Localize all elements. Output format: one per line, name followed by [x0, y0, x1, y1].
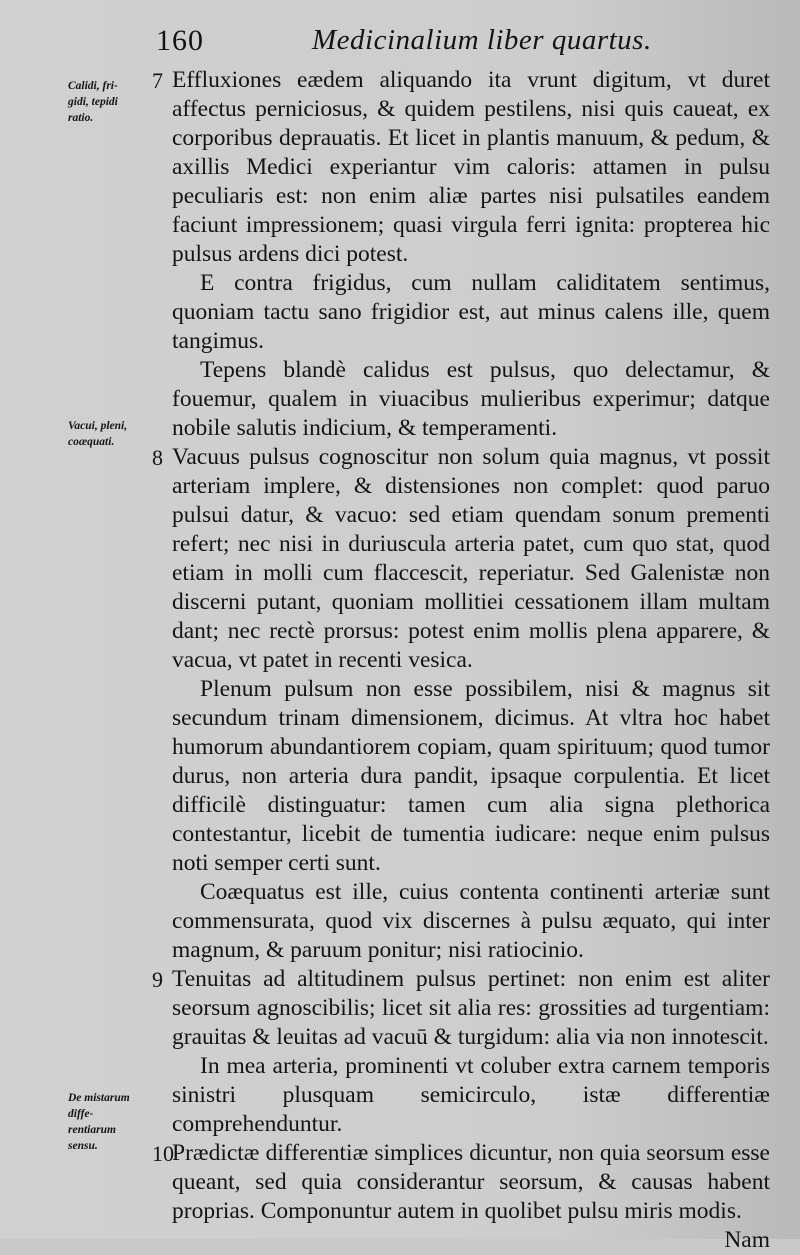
page-header: [0, 24, 800, 64]
paragraph-text: Vacuus pulsus cognoscitur non solum quia magnus, vt possit arteriam implere, & distensiones non complet: quod paruo pulsui datur, & vacuo: sed etiam quendam sonum prementi refert; nec nisi in duriuscula arteria patet, cum quo stat, quod etiam in molli cum flaccescit, reperiatur. Sed Galenistæ non discerni putant, quoniam mollitiei cessationem illam multam dant; nec rectè prorsus: potest enim mollis plena apparere, & vacua, vt patet in recenti vesica.: [172, 444, 770, 673]
paragraph-text: Effluxiones eædem aliquando ita vrunt digitum, vt duret affectus perniciosus, & quidem pestilens, nisi quis caueat, ex corporibus deprauatis. Et licet in plantis manuum, & pedum, & axillis Medici experiantur vim caloris: attamen in pulsu peculiaris est: non enim aliæ partes nisi pulsatiles eandem faciunt impressionem; quasi virgula ferri ignita: propterea hic pulsus ardens dici potest.: [172, 67, 770, 267]
margin-note-calidi: Calidi, fri- gidi, tepidi ratio.: [68, 80, 118, 124]
paragraph-8: [152, 443, 770, 675]
paragraph-text: In mea arteria, prominenti vt coluber extra carnem temporis sinistri plusquam semicirculo, istæ differentiæ comprehenduntur.: [172, 1053, 770, 1137]
paragraph-frigidus: [172, 269, 770, 356]
section-number: 8: [152, 445, 163, 470]
margin-note-vacui: Vacui, pleni, coæquati.: [68, 420, 128, 448]
paragraph-text: Coæquatus est ille, cuius contenta continenti arteriæ sunt commensurata, quod vix discernes à pulsu æquato, qui inter magnum, & paruum ponitur; nisi ratiocinio.: [172, 879, 770, 963]
paragraph-7: [152, 66, 770, 269]
section-number: 9: [152, 967, 163, 992]
paragraph-tepens: [172, 356, 770, 443]
catchword-line: [172, 1226, 770, 1255]
running-title: Medicinalium liber quartus.: [312, 24, 652, 56]
section-number: 10: [152, 1141, 174, 1166]
main-text: [152, 66, 770, 1255]
paragraph-in-mea: [172, 1052, 770, 1139]
page-number: 160: [156, 24, 204, 57]
paragraph-text: Tenuitas ad altitudinem pulsus pertinet: non enim est aliter seorsum agnoscibilis; licet sit alia res: grossities ad turgentiam: grauitas & leuitas ad vacuū & turgidum: alia via non innotescit.: [172, 966, 770, 1050]
paragraph-9: [152, 965, 770, 1052]
paragraph-text: Tepens blandè calidus est pulsus, quo delectamur, & fouemur, qualem in viuacibus mulieribus experimur; datque nobile salutis indicium, & temperamenti.: [172, 357, 770, 441]
section-number: 7: [152, 68, 163, 93]
paragraph-plenum: [172, 675, 770, 878]
paragraph-coaequatus: [172, 878, 770, 965]
paragraph-text: E contra frigidus, cum nullam caliditatem sentimus, quoniam tactu sano frigidior est, aut minus calens ille, quem tangimus.: [172, 270, 770, 354]
paragraph-text: Prædictæ differentiæ simplices dicuntur, non quia seorsum esse queant, sed quia considerantur seorsum, & causas habent proprias. Componuntur autem in quolibet pulsu miris modis.: [172, 1140, 770, 1224]
paragraph-10: [152, 1139, 770, 1226]
paragraph-text: Plenum pulsum non esse possibilem, nisi & magnus sit secundum trinam dimensionem, dicimus. At vltra hoc habet humorum abundantiorem copiam, quam spirituum; quod tumor durus, non arteria dura pandit, ipsaque corpulentia. Et licet difficilè distinguatur: tamen cum alia signa plethorica contestantur, licebit de tumentia iudicare: neque enim pulsus noti semper certi sunt.: [172, 676, 770, 876]
catchword: Nam: [724, 1227, 770, 1253]
margin-note-mistarum: De mistarum diffe- rentiarum sensu.: [68, 1092, 130, 1152]
